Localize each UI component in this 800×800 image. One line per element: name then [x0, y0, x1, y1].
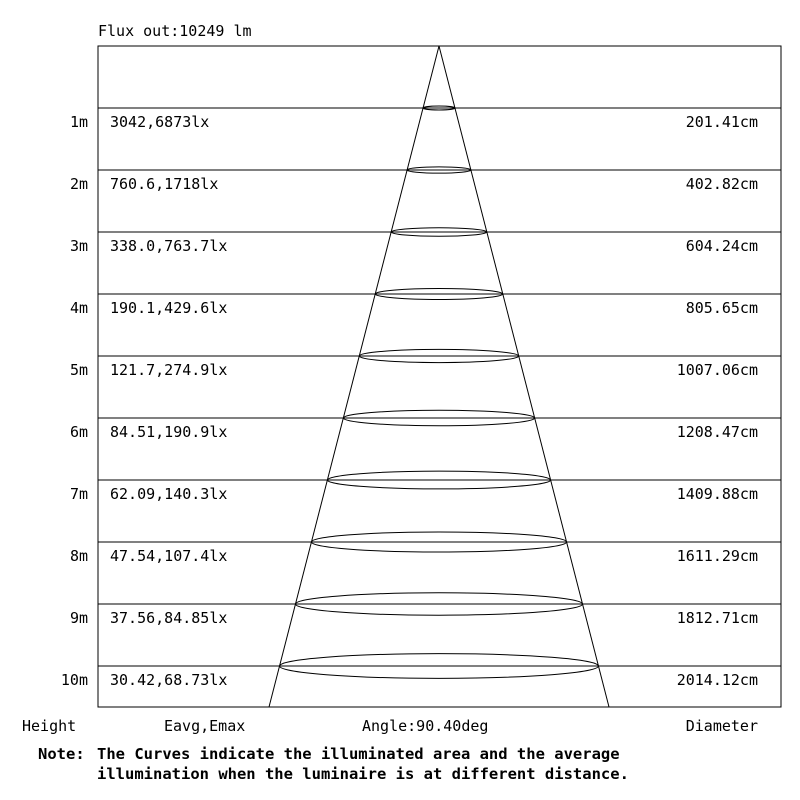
eavg-emax-label: Eavg,Emax	[164, 717, 246, 735]
illuminance-labels	[110, 113, 227, 689]
note-line-2: illumination when the luminaire is at different distance.	[97, 765, 629, 783]
diameter-label: 2014.12cm	[676, 671, 758, 689]
height-axis-label: Height	[22, 717, 77, 735]
cone-left-edge	[269, 46, 439, 707]
note-line-1: The Curves indicate the illuminated area and the average	[97, 745, 620, 763]
height-label: 6m	[69, 423, 88, 441]
diameter-label: 805.65cm	[685, 299, 758, 317]
flux-label: Flux out:10249 lm	[98, 22, 252, 40]
height-label: 5m	[69, 361, 88, 379]
illuminance-label: 62.09,140.3lx	[110, 485, 228, 503]
note-prefix: Note:	[38, 745, 85, 763]
illuminance-label: 84.51,190.9lx	[110, 423, 228, 441]
illuminance-label: 190.1,429.6lx	[110, 299, 228, 317]
illuminance-label: 37.56,84.85lx	[110, 609, 228, 627]
height-label: 8m	[69, 547, 88, 565]
diameter-label: 1611.29cm	[676, 547, 758, 565]
illuminance-label: 121.7,274.9lx	[110, 361, 228, 379]
height-label: 3m	[69, 237, 88, 255]
angle-label: Angle:90.40deg	[362, 717, 489, 735]
height-label: 9m	[69, 609, 88, 627]
illuminance-label: 3042,6873lx	[110, 113, 210, 131]
diameter-label: 201.41cm	[685, 113, 758, 131]
diameter-label: 1208.47cm	[676, 423, 758, 441]
height-labels	[61, 113, 88, 689]
diameter-axis-label: Diameter	[685, 717, 758, 735]
diameter-labels	[677, 113, 758, 689]
illuminance-label: 338.0,763.7lx	[110, 237, 228, 255]
diameter-label: 604.24cm	[685, 237, 758, 255]
diameter-label: 1007.06cm	[676, 361, 758, 379]
cone-right-edge	[439, 46, 609, 707]
diameter-label: 1409.88cm	[676, 485, 758, 503]
diameter-label: 402.82cm	[685, 175, 758, 193]
height-label: 4m	[69, 299, 88, 317]
illuminance-label: 760.6,1718lx	[110, 175, 219, 193]
beam-cone	[269, 46, 609, 707]
illuminance-label: 47.54,107.4lx	[110, 547, 228, 565]
height-label: 2m	[69, 175, 88, 193]
diameter-label: 1812.71cm	[676, 609, 758, 627]
beam-ellipses	[280, 106, 599, 678]
height-label: 10m	[60, 671, 88, 689]
height-label: 7m	[69, 485, 88, 503]
height-label: 1m	[69, 113, 88, 131]
illuminance-label: 30.42,68.73lx	[110, 671, 228, 689]
